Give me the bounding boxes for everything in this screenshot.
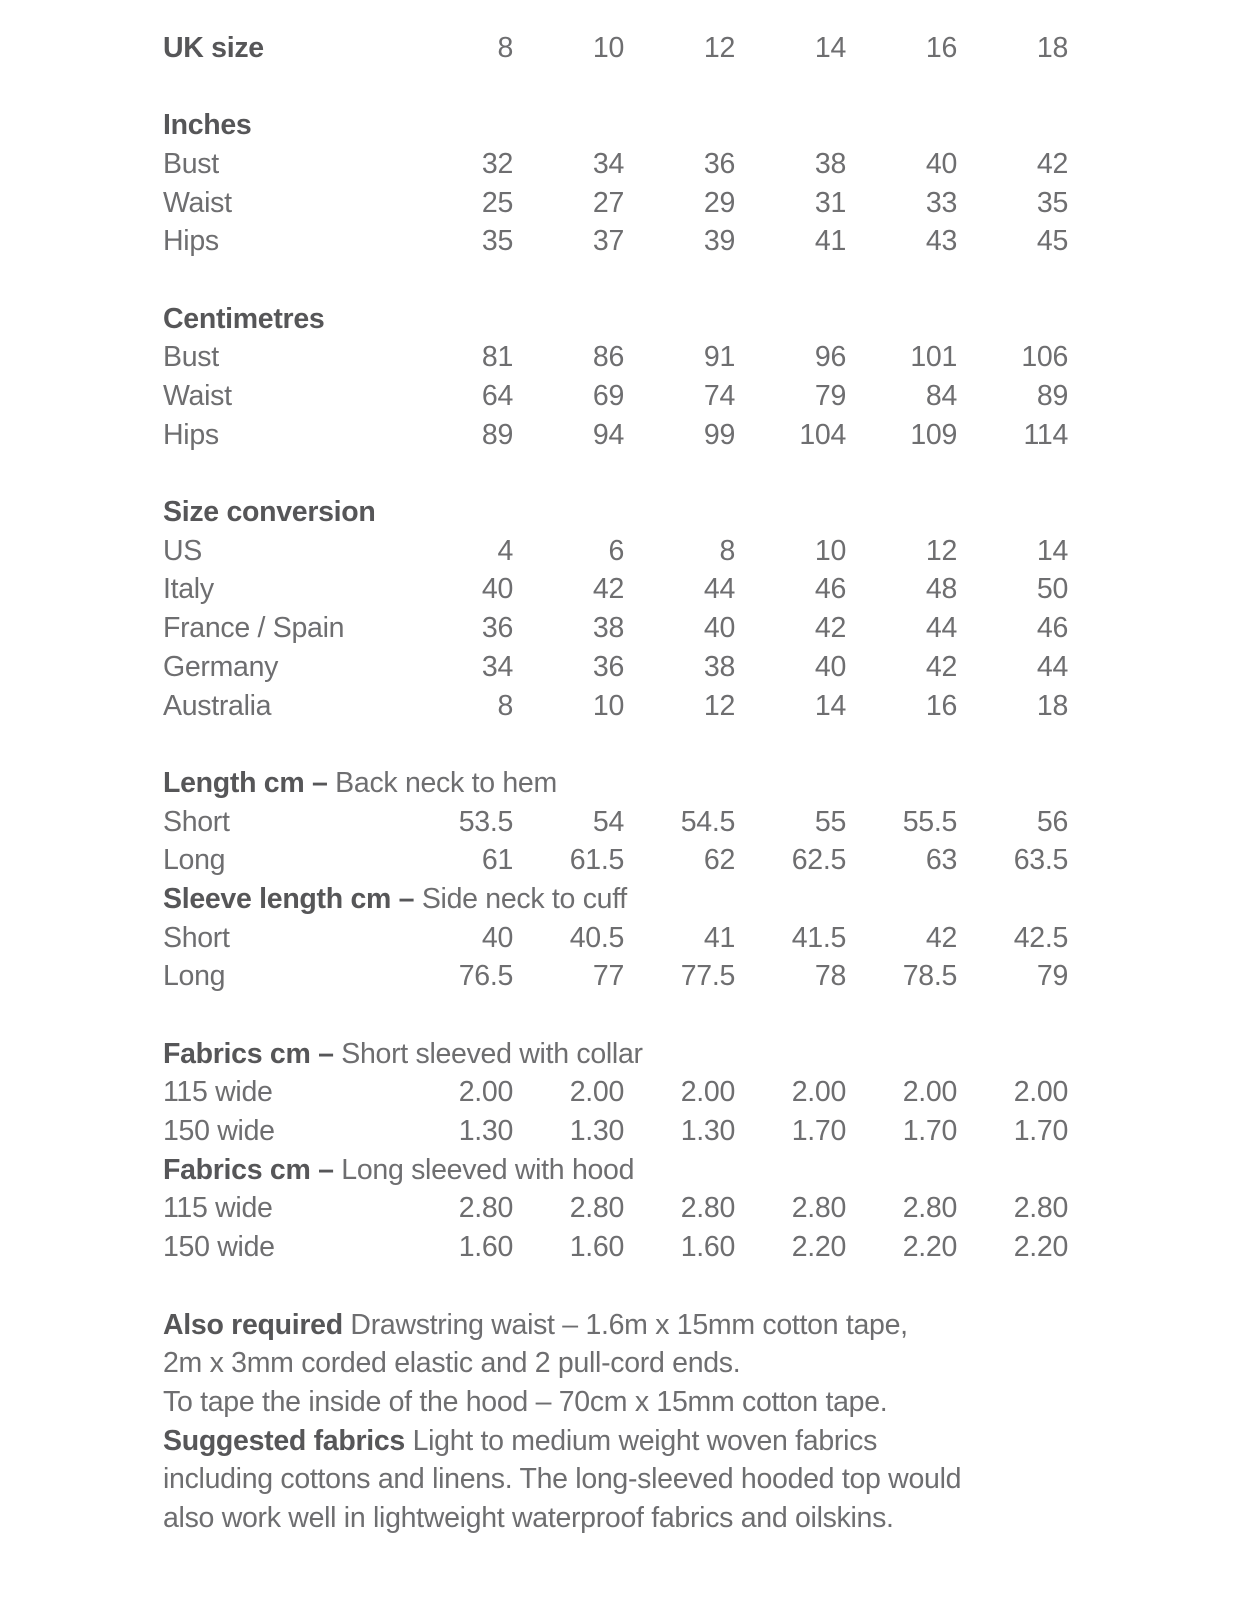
cell-value: 2.00 xyxy=(569,1076,624,1109)
cell-value: 94 xyxy=(592,418,624,451)
cell-value: 14 xyxy=(814,689,846,722)
cell-value: 42.5 xyxy=(1013,921,1068,954)
row-label-group xyxy=(163,341,219,374)
cell-value: 96 xyxy=(814,341,846,374)
cell-value: 84 xyxy=(925,380,957,413)
cell-value: 2.80 xyxy=(902,1192,957,1225)
cell-value: 63 xyxy=(925,844,957,877)
row-label-group xyxy=(163,1231,275,1264)
row-values xyxy=(402,148,1068,181)
row-values xyxy=(402,960,1068,993)
row-label-group xyxy=(163,1154,634,1187)
row-label-group xyxy=(163,32,264,65)
cell-value: 10 xyxy=(592,31,624,64)
row-label-group xyxy=(163,612,344,645)
bold-text: Also required xyxy=(163,1308,343,1341)
cell-value: 8 xyxy=(497,689,513,722)
size-row xyxy=(163,145,1068,184)
row-values xyxy=(402,1192,1068,1225)
cell-value: 1.30 xyxy=(458,1115,513,1148)
section-heading xyxy=(163,1035,1068,1074)
cell-value: 101 xyxy=(910,341,957,374)
cell-value: 2.80 xyxy=(791,1192,846,1225)
row-label-group xyxy=(163,767,557,800)
size-row xyxy=(163,841,1068,880)
row-label-group xyxy=(163,380,232,413)
row-values xyxy=(402,535,1068,568)
cell-value: 2.80 xyxy=(1013,1192,1068,1225)
cell-value: 54.5 xyxy=(680,805,735,838)
cell-value: 54 xyxy=(592,805,624,838)
regular-text: Drawstring waist – 1.6m x 15mm cotton tape, xyxy=(342,1308,908,1341)
size-row xyxy=(163,687,1068,726)
cell-value: 12 xyxy=(703,689,735,722)
row-label: Long xyxy=(163,960,226,993)
bold-text: UK size xyxy=(163,31,264,64)
cell-value: 1.30 xyxy=(569,1115,624,1148)
row-label-group xyxy=(163,1463,961,1496)
row-label: US xyxy=(163,534,202,567)
cell-value: 40 xyxy=(481,573,513,606)
row-values xyxy=(402,1115,1068,1148)
cell-value: 32 xyxy=(481,147,513,180)
fabrics-section xyxy=(163,1035,1068,1267)
cell-value: 91 xyxy=(703,341,735,374)
row-label: Bust xyxy=(163,147,219,180)
regular-text: Short sleeved with collar xyxy=(333,1037,643,1070)
regular-text: Back neck to hem xyxy=(327,766,557,799)
note-line xyxy=(163,1422,1068,1461)
cell-value: 1.60 xyxy=(569,1231,624,1264)
size-row xyxy=(163,571,1068,610)
cell-value: 109 xyxy=(910,418,957,451)
regular-text: 2m x 3mm corded elastic and 2 pull-cord ends. xyxy=(163,1347,741,1380)
cell-value: 63.5 xyxy=(1013,844,1068,877)
regular-text: Light to medium weight woven fabrics xyxy=(404,1424,878,1457)
row-label: Australia xyxy=(163,689,272,722)
cell-value: 64 xyxy=(481,380,513,413)
size-row xyxy=(163,339,1068,378)
regular-text: including cottons and linens. The long-sleeved hooded top would xyxy=(163,1463,962,1496)
row-values xyxy=(402,225,1068,258)
cell-value: 18 xyxy=(1036,31,1068,64)
section-heading xyxy=(163,106,1068,145)
section-heading xyxy=(163,764,1068,803)
cell-value: 16 xyxy=(925,689,957,722)
cell-value: 106 xyxy=(1021,341,1068,374)
centimetres-section xyxy=(163,300,1068,455)
cell-value: 79 xyxy=(1036,960,1068,993)
note-line xyxy=(163,1306,1068,1345)
cell-value: 2.80 xyxy=(680,1192,735,1225)
cell-value: 2.00 xyxy=(458,1076,513,1109)
row-label: Long xyxy=(163,844,226,877)
cell-value: 2.00 xyxy=(791,1076,846,1109)
size-row xyxy=(163,416,1068,455)
cell-value: 12 xyxy=(703,31,735,64)
row-label-group xyxy=(163,148,219,181)
cell-value: 40 xyxy=(814,650,846,683)
cell-value: 99 xyxy=(703,418,735,451)
row-values xyxy=(402,187,1068,220)
cell-value: 40 xyxy=(925,147,957,180)
size-row xyxy=(163,532,1068,571)
section-heading xyxy=(163,300,1068,339)
cell-value: 69 xyxy=(592,380,624,413)
row-label-group xyxy=(163,1425,877,1458)
cell-value: 55 xyxy=(814,805,846,838)
cell-value: 1.70 xyxy=(1013,1115,1068,1148)
cell-value: 39 xyxy=(703,225,735,258)
row-values xyxy=(402,651,1068,684)
bold-text: Suggested fabrics xyxy=(163,1424,405,1457)
cell-value: 8 xyxy=(719,534,735,567)
size-row xyxy=(163,1190,1068,1229)
cell-value: 42 xyxy=(814,612,846,645)
cell-value: 40 xyxy=(703,612,735,645)
row-label-group xyxy=(163,844,225,877)
cell-value: 48 xyxy=(925,573,957,606)
size-row xyxy=(163,919,1068,958)
notes-section xyxy=(163,1306,1068,1538)
cell-value: 55.5 xyxy=(902,805,957,838)
row-label: Waist xyxy=(163,186,232,219)
cell-value: 77.5 xyxy=(680,960,735,993)
cell-value: 61.5 xyxy=(569,844,624,877)
row-label-group xyxy=(163,573,214,606)
cell-value: 40.5 xyxy=(569,921,624,954)
cell-value: 36 xyxy=(703,147,735,180)
size-row xyxy=(163,222,1068,261)
cell-value: 12 xyxy=(925,534,957,567)
bold-text: Length cm – xyxy=(163,766,328,799)
bold-text: Size conversion xyxy=(163,496,376,529)
size-row xyxy=(163,29,1068,68)
cell-value: 42 xyxy=(1036,147,1068,180)
row-label-group xyxy=(163,1115,275,1148)
row-label: Germany xyxy=(163,650,279,683)
row-label-group xyxy=(163,1076,273,1109)
cell-value: 62 xyxy=(703,844,735,877)
row-label-group xyxy=(163,960,225,993)
row-label-group xyxy=(163,690,271,723)
section-heading xyxy=(163,1151,1068,1190)
row-label: 150 wide xyxy=(163,1231,275,1264)
cell-value: 1.70 xyxy=(902,1115,957,1148)
regular-text: also work well in lightweight waterproof fabrics and oilskins. xyxy=(163,1501,894,1534)
row-label-group xyxy=(163,1038,643,1071)
cell-value: 1.60 xyxy=(458,1231,513,1264)
row-label: Hips xyxy=(163,225,219,258)
cell-value: 18 xyxy=(1036,689,1068,722)
cell-value: 36 xyxy=(481,612,513,645)
length-section xyxy=(163,764,1068,996)
cell-value: 31 xyxy=(814,186,846,219)
cell-value: 41.5 xyxy=(791,921,846,954)
cell-value: 27 xyxy=(592,186,624,219)
row-values xyxy=(402,341,1068,374)
size-chart-page xyxy=(163,29,1068,1538)
section-heading xyxy=(163,880,1068,919)
size-row xyxy=(163,958,1068,997)
row-label-group xyxy=(163,225,219,258)
regular-text: Long sleeved with hood xyxy=(333,1153,635,1186)
row-label-group xyxy=(163,1347,740,1380)
cell-value: 40 xyxy=(481,921,513,954)
cell-value: 42 xyxy=(925,921,957,954)
cell-value: 1.30 xyxy=(680,1115,735,1148)
cell-value: 38 xyxy=(814,147,846,180)
row-label-group xyxy=(163,419,219,452)
bold-text: Inches xyxy=(163,109,252,142)
note-line xyxy=(163,1499,1068,1538)
cell-value: 2.00 xyxy=(1013,1076,1068,1109)
cell-value: 89 xyxy=(481,418,513,451)
cell-value: 33 xyxy=(925,186,957,219)
row-label-group xyxy=(163,1192,273,1225)
row-values xyxy=(402,1231,1068,1264)
cell-value: 14 xyxy=(814,31,846,64)
cell-value: 14 xyxy=(1036,534,1068,567)
cell-value: 61 xyxy=(481,844,513,877)
cell-value: 62.5 xyxy=(791,844,846,877)
cell-value: 56 xyxy=(1036,805,1068,838)
row-label-group xyxy=(163,535,202,568)
cell-value: 41 xyxy=(703,921,735,954)
row-label-group xyxy=(163,651,278,684)
cell-value: 34 xyxy=(592,147,624,180)
row-values xyxy=(402,922,1068,955)
cell-value: 1.70 xyxy=(791,1115,846,1148)
cell-value: 8 xyxy=(497,31,513,64)
row-label: Waist xyxy=(163,380,232,413)
cell-value: 10 xyxy=(592,689,624,722)
cell-value: 34 xyxy=(481,650,513,683)
cell-value: 76.5 xyxy=(458,960,513,993)
row-values xyxy=(402,690,1068,723)
cell-value: 36 xyxy=(592,650,624,683)
cell-value: 42 xyxy=(925,650,957,683)
regular-text: To tape the inside of the hood – 70cm x 15mm cotton tape. xyxy=(163,1385,888,1418)
cell-value: 38 xyxy=(592,612,624,645)
row-label-group xyxy=(163,496,376,529)
row-label-group xyxy=(163,883,627,916)
cell-value: 1.60 xyxy=(680,1231,735,1264)
cell-value: 2.00 xyxy=(680,1076,735,1109)
row-values xyxy=(402,1076,1068,1109)
cell-value: 37 xyxy=(592,225,624,258)
row-label: Short xyxy=(163,921,230,954)
cell-value: 44 xyxy=(1036,650,1068,683)
cell-value: 45 xyxy=(1036,225,1068,258)
cell-value: 2.80 xyxy=(569,1192,624,1225)
cell-value: 78.5 xyxy=(902,960,957,993)
row-label: Hips xyxy=(163,418,219,451)
row-label-group xyxy=(163,303,324,336)
row-values xyxy=(402,32,1068,65)
cell-value: 42 xyxy=(592,573,624,606)
row-values xyxy=(402,419,1068,452)
inches-section xyxy=(163,106,1068,261)
row-label-group xyxy=(163,187,232,220)
row-label: France / Spain xyxy=(163,612,345,645)
cell-value: 114 xyxy=(1023,418,1068,451)
cell-value: 2.20 xyxy=(902,1231,957,1264)
cell-value: 29 xyxy=(703,186,735,219)
cell-value: 74 xyxy=(703,380,735,413)
size-row xyxy=(163,803,1068,842)
cell-value: 2.20 xyxy=(791,1231,846,1264)
cell-value: 41 xyxy=(814,225,846,258)
cell-value: 86 xyxy=(592,341,624,374)
size-row xyxy=(163,1228,1068,1267)
size-row xyxy=(163,1074,1068,1113)
row-label: 115 wide xyxy=(163,1192,273,1225)
row-label-group xyxy=(163,1502,894,1535)
cell-value: 35 xyxy=(1036,186,1068,219)
bold-text: Centimetres xyxy=(163,302,325,335)
row-values xyxy=(402,844,1068,877)
cell-value: 104 xyxy=(799,418,846,451)
cell-value: 10 xyxy=(814,534,846,567)
cell-value: 35 xyxy=(481,225,513,258)
cell-value: 44 xyxy=(925,612,957,645)
cell-value: 53.5 xyxy=(458,805,513,838)
note-line xyxy=(163,1383,1068,1422)
row-values xyxy=(402,806,1068,839)
size-row xyxy=(163,648,1068,687)
row-label-group xyxy=(163,1309,908,1342)
row-label: Italy xyxy=(163,573,214,606)
cell-value: 16 xyxy=(925,31,957,64)
cell-value: 78 xyxy=(814,960,846,993)
note-line xyxy=(163,1460,1068,1499)
row-label-group xyxy=(163,922,230,955)
cell-value: 44 xyxy=(703,573,735,606)
row-values xyxy=(402,380,1068,413)
cell-value: 81 xyxy=(481,341,513,374)
bold-text: Fabrics cm – xyxy=(163,1037,334,1070)
row-label-group xyxy=(163,806,230,839)
cell-value: 79 xyxy=(814,380,846,413)
cell-value: 43 xyxy=(925,225,957,258)
cell-value: 2.80 xyxy=(458,1192,513,1225)
section-heading xyxy=(163,493,1068,532)
size-row xyxy=(163,609,1068,648)
cell-value: 46 xyxy=(814,573,846,606)
size-conversion-section xyxy=(163,493,1068,725)
note-line xyxy=(163,1344,1068,1383)
row-label: 115 wide xyxy=(163,1076,273,1109)
row-label: Bust xyxy=(163,341,219,374)
cell-value: 46 xyxy=(1036,612,1068,645)
size-row xyxy=(163,1112,1068,1151)
row-label-group xyxy=(163,109,252,142)
cell-value: 89 xyxy=(1036,380,1068,413)
cell-value: 4 xyxy=(497,534,513,567)
size-row xyxy=(163,377,1068,416)
size-row xyxy=(163,184,1068,223)
row-label: 150 wide xyxy=(163,1115,275,1148)
cell-value: 77 xyxy=(592,960,624,993)
row-values xyxy=(402,612,1068,645)
uk-size-header xyxy=(163,29,1068,68)
cell-value: 50 xyxy=(1036,573,1068,606)
cell-value: 25 xyxy=(481,186,513,219)
bold-text: Sleeve length cm – xyxy=(163,882,415,915)
row-label-group xyxy=(163,1386,887,1419)
bold-text: Fabrics cm – xyxy=(163,1153,334,1186)
regular-text: Side neck to cuff xyxy=(414,882,627,915)
cell-value: 2.20 xyxy=(1013,1231,1068,1264)
cell-value: 6 xyxy=(608,534,624,567)
row-values xyxy=(402,573,1068,606)
cell-value: 38 xyxy=(703,650,735,683)
cell-value: 2.00 xyxy=(902,1076,957,1109)
row-label: Short xyxy=(163,805,230,838)
